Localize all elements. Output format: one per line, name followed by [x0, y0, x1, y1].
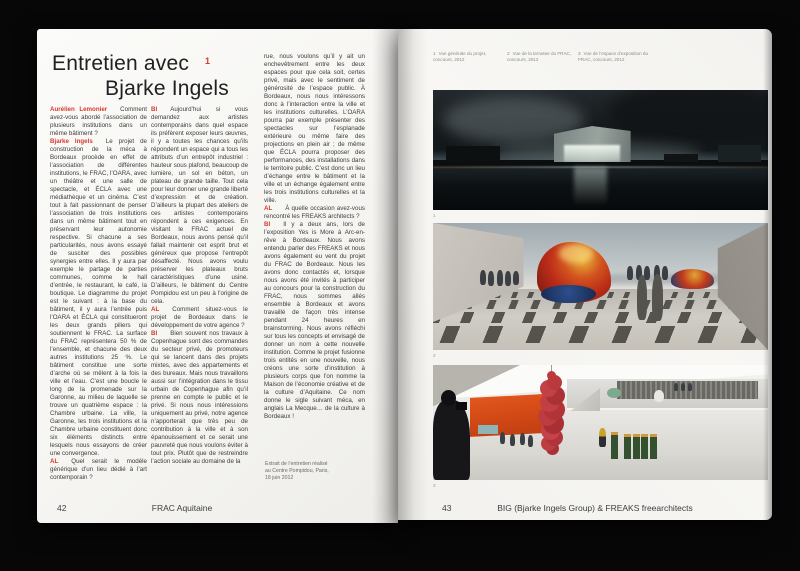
right-page	[398, 29, 772, 520]
left-page	[37, 29, 398, 523]
interview-paragraph: BI Aujourd’hui si vous demandez aux artistes contemporains dans quel espace ils préfèrent exposer leurs œuvres, il y a toutes les chances qu’ils répondent un espace qui a tous les attributs d’un entrepôt industriel : hauteur sous plafond, beaucoup de lumière, un sol en béton, un plateau de grande taille. Tout cela pour leur donner une grande liberté d’expression et de création. D’ailleurs la plupart des ateliers de ces artistes contemporains répondent à ces exigences. En visitant le FRAC actuel de Bordeaux, nous avons pensé qu’il fallait maintenir cet esprit brut et généreux que propose l’entrepôt désaffecté. Nous avons voulu préserver les plateaux bruts caractéristiques d’une usine. D’ailleurs, le bâtiment du Centre Pompidou est un peu à l’origine de cela.	[151, 106, 249, 305]
inflatable-sculpture-small	[671, 269, 715, 289]
page-number-right: 43	[442, 503, 452, 513]
interview-paragraph: AL Comment situez-vous le projet de Bordeaux dans le développement de votre agence ?	[151, 306, 248, 329]
visitor-yellow-shirt	[599, 428, 606, 446]
interview-paragraph: AL Quel serait le modèle générique d’un lieu dédié à l’art contemporain ?	[50, 458, 147, 481]
visitor-silhouette	[528, 435, 533, 447]
speaker-label: AL	[50, 458, 59, 465]
gallery-floor	[433, 455, 768, 480]
running-title-right: BIG (Bjarke Ingels Group) & FREAKS freearchitects	[497, 503, 693, 513]
paving-slots	[433, 312, 768, 323]
speaker-label: Aurélien Lemonier	[50, 106, 108, 113]
mezzanine-visitor	[674, 383, 678, 391]
visitor-silhouette	[505, 271, 511, 286]
sculpture-highlight	[559, 244, 593, 262]
speaker-label: Bjarke Ingels	[50, 138, 93, 145]
visitor-silhouette	[627, 266, 633, 280]
figure-caption: 2 Vue de la terrasse du FRAC, concours, 2012	[507, 51, 572, 62]
bottle-sculpture	[611, 432, 618, 460]
mezzanine-visitor	[688, 383, 692, 391]
caption-number: 1	[433, 51, 436, 56]
sculpture-blue-base	[541, 285, 596, 303]
visitor-silhouette	[480, 270, 486, 285]
visitor-silhouette	[662, 266, 668, 280]
interview-paragraph: BI Il y a deux ans, lors de l’exposition Yes is More à Arc-en-rêve à Bordeaux. Nous avons entendu parler des FREAKS et nous avons également eu vent du projet du FRAC de Bordeaux. Nous les avons donc contactés et, lorsque nous avons été invités à participer au concours pour la construction du FRAC, nous sommes allés ensemble à Bordeaux et avons travaillé de façon très intense pendant 24 heures en brainstorming. Nous avons réfléchi sur tous les concepts et envisagé de donner un nom à cette nouvelle institution. Comme le projet fusionne trois entités en une nouvelle, nous créons une sorte d’institution à plusieurs corps que l’on nomme la Maison de l’économie créative et de la culture d’Aquitaine. Ce nom donne le sigle suivant méca, en anglais La Mecque… de la culture à Bordeaux !	[264, 221, 365, 420]
bottle-sculpture	[633, 434, 640, 459]
bottle-sculpture	[650, 434, 657, 459]
building-light-glow	[564, 145, 619, 162]
green-artwork	[607, 388, 620, 398]
figure-number-3: 3	[433, 483, 436, 488]
building-silhouette	[718, 145, 762, 162]
interview-paragraph: Bjarke Ingels Le projet de construction de la méca à Bordeaux procède en effet de l’association de différentes institutions, le FRAC, l’OARA, avec un théâtre et une salle de spectacle, et ÉCLA avec une médiathèque et un cinéma. C’est tout à fait passionnant de penser l’association de trois institutions dans un même bâtiment tout en préservant leur autonomie respective. Si chacune a ses particularités, nous avons essayé de susciter des possibles synergies entre elles. Il y aura par exemple le partage de parties communes, comme le hall d’entrée, le restaurant, le café, la boutique. Le diagramme du projet est le suivant : à la base du bâtiment, il y aura l’entrée puis l’OARA et ÉCLA qui constitueront les deux grands piliers qui soutiennent le FRAC. La surface du FRAC représentera 50 % de l’ensemble, et chacune des deux autres institutions 25 %. Le bâtiment constitue une sorte d’arche où se mêlent à la fois la ville et l’eau. C’est une boucle le long de la promenade sur la Garonne, au milieu de laquelle se trouve un quatrième espace : la Chambre urbaine. La ville, la Garonne, les trois institutions et la Chambre urbaine constituent donc six éléments distincts entre lesquels nous essayons de créer une convergence.	[50, 138, 147, 457]
white-sculpture	[654, 390, 664, 402]
speaker-label: BI	[151, 106, 158, 113]
title-line-2: Bjarke Ingels	[105, 77, 229, 100]
inflatable-sculpture-large	[537, 242, 611, 303]
figure-number-1: 1	[433, 213, 436, 218]
visitor-silhouette	[510, 434, 515, 446]
text-column-3	[264, 53, 365, 421]
figure-captions	[433, 51, 743, 77]
caption-number: 2	[507, 51, 510, 56]
speaker-label: BI	[264, 221, 271, 228]
figure-number-2: 2	[433, 353, 436, 358]
figure-caption: 3 Vue de l’espace d’exposition du FRAC, concours, 2012	[578, 51, 649, 62]
speaker-label: BI	[151, 330, 158, 337]
text-column-1	[50, 106, 147, 482]
running-title-left: FRAC Aquitaine	[151, 503, 213, 513]
red-coral-sculpture	[547, 371, 556, 380]
visitor-silhouette	[497, 270, 503, 287]
figure-reference-marker: 1	[205, 56, 211, 66]
caption-number: 3	[578, 51, 581, 56]
walking-person	[637, 275, 647, 319]
video-screen	[478, 425, 498, 434]
visitor-silhouette	[520, 433, 525, 446]
mezzanine-visitor	[681, 383, 685, 391]
speaker-label: AL	[151, 306, 160, 313]
paving-slots	[433, 326, 768, 343]
interview-paragraph: BI Bien souvent nos travaux à Copenhague sont des commandes du secteur privé, de promoteurs qui se lancent dans des projets mixtes, avec des appartements et des bureaux. Mais nous travaillons aussi sur l’intégration dans le tissu urbain de Copenhague afin qu’il prenne en compte le public et le privé. Si nous nous intéressions uniquement au privé, notre agence n’apporterait que très peu de contribution à la ville et à son épanouissement et ce serait une pauvreté que nous voulons éviter à tout prix. Plutôt que de restreindre l’action sociale au domaine de la	[151, 330, 248, 465]
building-silhouette	[664, 154, 698, 162]
title-line-1: Entretien avec	[52, 52, 190, 75]
building-reflection	[574, 167, 608, 207]
interview-paragraph: Aurélien Lemonier Comment avez-vous abordé l’association de plusieurs institutions dans un même bâtiment ?	[50, 106, 147, 137]
warehouse-silhouette	[446, 146, 500, 162]
article-title	[52, 51, 229, 101]
bottle-sculpture	[641, 434, 648, 459]
walking-person	[652, 274, 663, 321]
photographer-silhouette	[433, 400, 470, 481]
interview-source-note: Extrait de l’entretien réalisé au Centre Pompidou, Paris, 18 juin 2012	[265, 461, 329, 481]
figure-2-terrace-photo	[433, 223, 768, 350]
figure-3-exhibition-interior-photo	[433, 365, 768, 480]
camera	[456, 402, 467, 410]
figure-1-night-view-photo	[433, 90, 768, 210]
speaker-label: AL	[264, 205, 273, 212]
visitor-silhouette	[500, 432, 505, 445]
interview-paragraph: rue, nous voulons qu’il y ait un enchevêtrement entre les deux espaces pour que cela soit, certes privé, mais avec le sentiment de générosité de l’espace public. À Bordeaux, nous nous intéressons donc à l’interaction entre la ville et les institutions culturelles. L’OARA pourra par exemple présenter des spectacles sur l’esplanade extérieure ou même faire des projections en plein air ; de même que ÉCLA pourra proposer des performances, des installations dans le territoire public. C’est donc un lieu d’échange entre le bâtiment et la ville et un échange également entre les trois institutions culturelles et la ville.	[264, 53, 365, 204]
bottle-sculpture	[624, 434, 631, 459]
page-number-left: 42	[57, 503, 67, 513]
visitor-silhouette	[513, 271, 519, 285]
figure-caption: 1 Vue générale du projet, concours, 2012	[433, 51, 487, 62]
visitor-silhouette	[488, 271, 494, 286]
interview-paragraph: AL À quelle occasion avez-vous rencontré les FREAKS architects ?	[264, 205, 365, 220]
text-column-2	[151, 106, 248, 466]
